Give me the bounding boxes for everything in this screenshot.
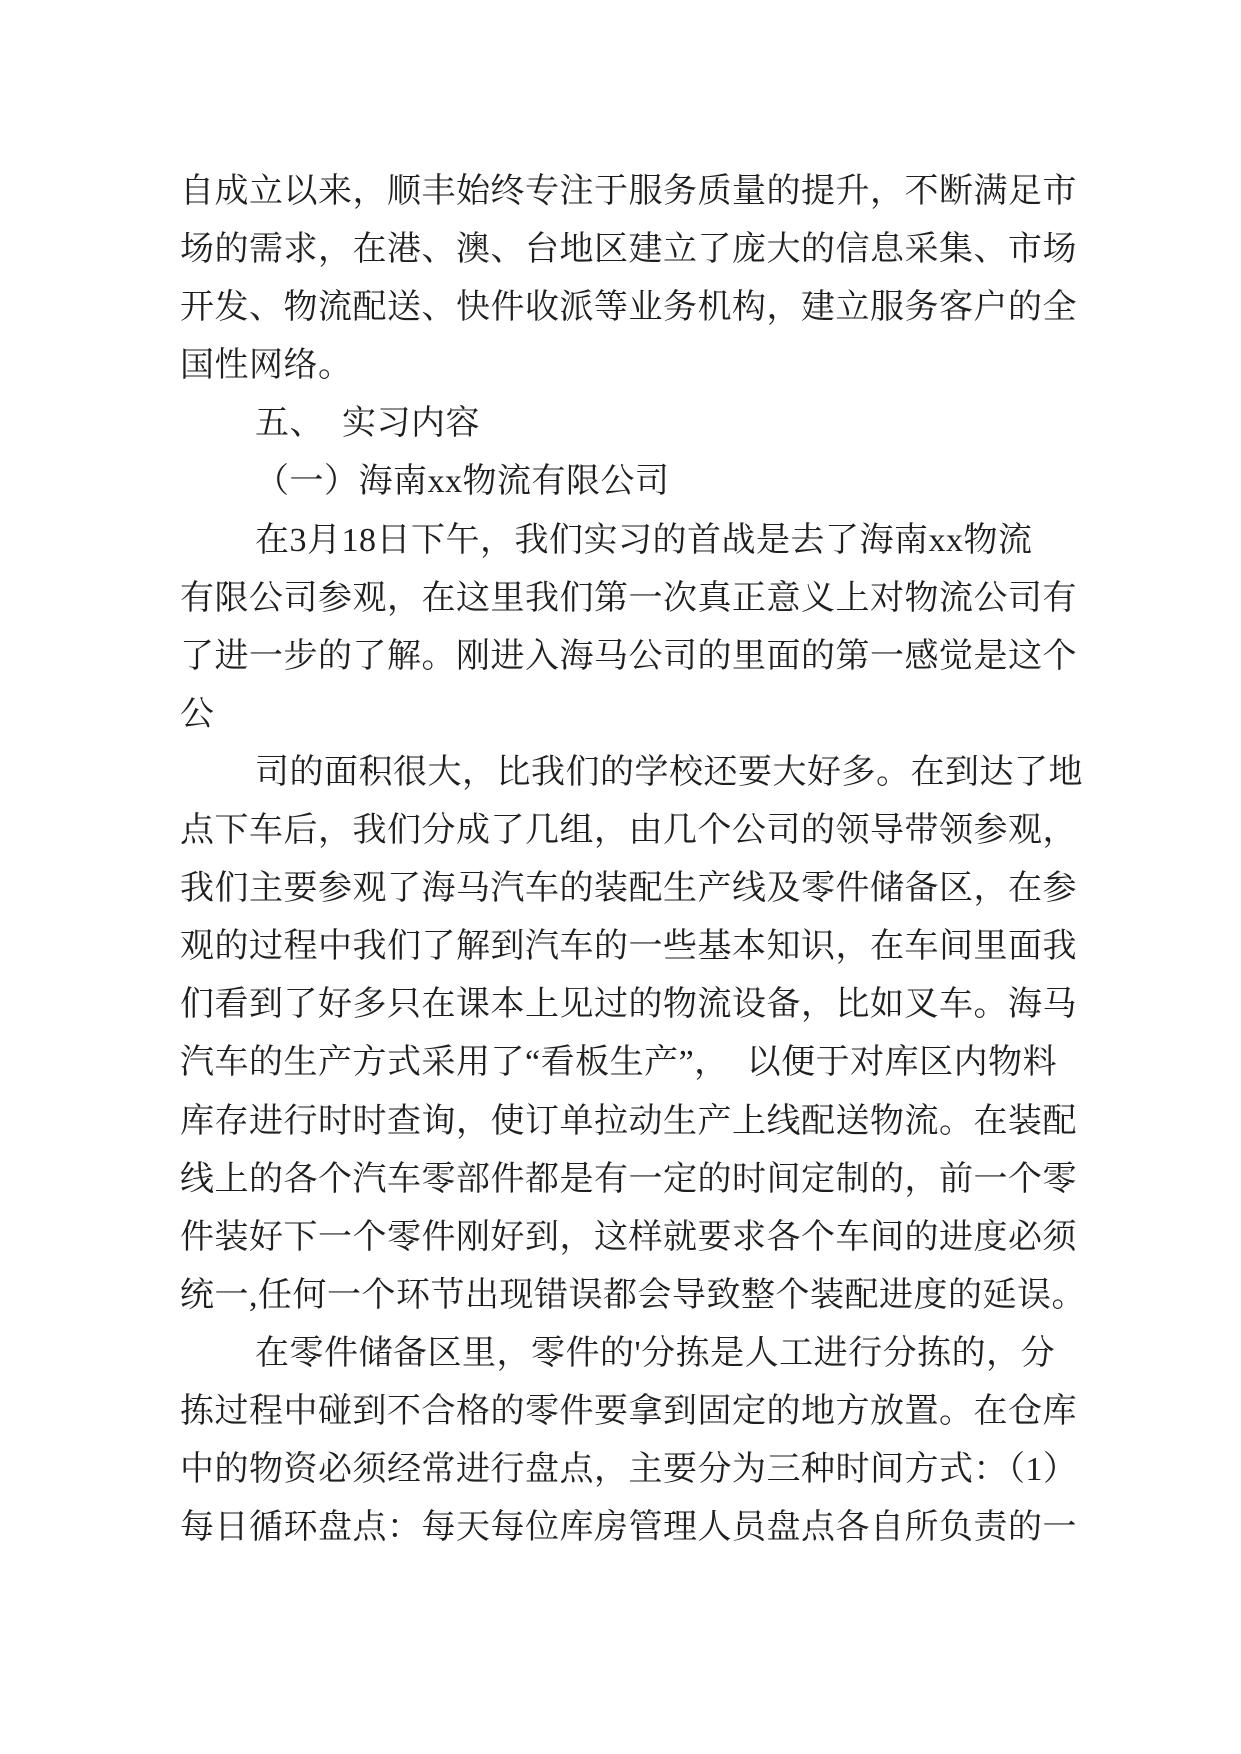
text-line: 统一,任何一个环节出现错误都会导致整个装配进度的延误。 (180, 1276, 1086, 1314)
text-line: 拣过程中碰到不合格的零件要拿到固定的地方放置。在仓库 (180, 1392, 1077, 1430)
text-line: 了进一步的了解。刚进入海马公司的里面的第一感觉是这个 (180, 637, 1077, 675)
text-line: 有限公司参观，在这里我们第一次真正意义上对物流公司有 (180, 579, 1077, 617)
text-line: 国性网络。 (180, 347, 353, 385)
text-line: 在3月18日下午，我们实习的首战是去了海南xx物流 (255, 521, 1033, 559)
text-line: 线上的各个汽车零部件都是有一定的时间定制的，前一个零 (180, 1160, 1077, 1198)
text-line: 司的面积很大，比我们的学校还要大好多。在到达了地 (255, 753, 1083, 791)
text-line: 在零件储备区里，零件的'分拣是人工进行分拣的，分 (255, 1334, 1056, 1372)
text-line: 五、 实习内容 (255, 405, 480, 443)
text-line: 自成立以来，顺丰始终专注于服务质量的提升，不断满足市 (180, 173, 1077, 210)
text-line: 们看到了好多只在课本上见过的物流设备，比如叉车。海马 (180, 986, 1077, 1024)
text-line: 开发、物流配送、快件收派等业务机构，建立服务客户的全 (180, 289, 1077, 327)
text-line: 点下车后，我们分成了几组，由几个公司的领导带领参观， (180, 812, 1077, 850)
text-line: 观的过程中我们了解到汽车的一些基本知识，在车间里面我 (180, 928, 1077, 966)
document-body (180, 163, 1086, 1557)
text-line: 中的物资必须经常进行盘点，主要分为三种时间方式：（1） (180, 1451, 1078, 1489)
text-line: 公 (180, 695, 215, 733)
text-line: 库存进行时时查询，使订单拉动生产上线配送物流。在装配 (180, 1102, 1077, 1140)
text-line: 场的需求，在港、澳、台地区建立了庞大的信息采集、市场 (180, 231, 1077, 269)
text-line: 每日循环盘点：每天每位库房管理人员盘点各自所负责的一 (180, 1509, 1077, 1547)
text-line: （一）海南xx物流有限公司 (255, 463, 670, 501)
text-line: 件装好下一个零件刚好到，这样就要求各个车间的进度必须 (180, 1218, 1077, 1256)
text-line: 汽车的生产方式采用了“看板生产”， 以便于对库区内物料 (180, 1044, 1058, 1082)
text-line: 我们主要参观了海马汽车的装配生产线及零件储备区，在参 (180, 870, 1077, 908)
